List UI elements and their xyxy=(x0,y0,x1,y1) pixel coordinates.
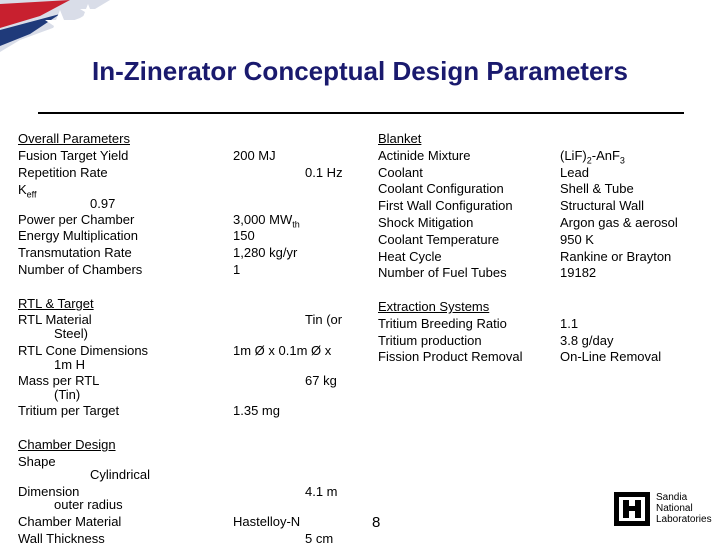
coolant-temp-value: 950 K xyxy=(560,232,594,247)
transmutation-rate-label: Transmutation Rate xyxy=(18,245,132,260)
fuel-tubes-value: 19182 xyxy=(560,265,597,280)
heat-cycle-value: Rankine or Brayton xyxy=(560,249,672,264)
page-number: 8 xyxy=(372,514,381,531)
rtl-cone-value: 1m Ø x 0.1m Ø x xyxy=(233,343,332,358)
fusion-target-yield-value: 200 MJ xyxy=(233,148,276,163)
actinide-mixture-value xyxy=(560,148,625,164)
sandia-logo-text xyxy=(656,492,712,525)
fusion-target-yield-label: Fusion Target Yield xyxy=(18,148,129,163)
first-wall-label: First Wall Configuration xyxy=(378,198,513,213)
repetition-rate-value: 0.1 Hz xyxy=(305,165,343,180)
chamber-shape-label: Shape xyxy=(18,454,56,469)
power-per-chamber-label: Power per Chamber xyxy=(18,212,135,227)
page-title: In-Zinerator Conceptual Design Parameters xyxy=(91,56,629,86)
actinide-sub2: 3 xyxy=(619,155,625,166)
mass-per-rtl-value: 67 kg xyxy=(305,373,337,388)
first-wall-value: Structural Wall xyxy=(560,198,645,213)
thunderbird-icon xyxy=(614,492,650,526)
tritium-per-target-value: 1.35 mg xyxy=(233,403,280,418)
logo-line-3: Laboratories xyxy=(656,514,712,525)
chamber-dimension-label: Dimension xyxy=(18,484,80,499)
wall-thickness-value: 5 cm xyxy=(305,531,334,546)
power-value-main: 3,000 MW xyxy=(233,212,293,227)
number-of-chambers-value: 1 xyxy=(233,262,241,277)
overall-heading: Overall Parameters xyxy=(18,131,130,146)
shock-mitigation-value: Argon gas & aerosol xyxy=(560,215,678,230)
actinide-part2: -AnF xyxy=(591,148,620,163)
keff-label-sub: eff xyxy=(26,189,37,200)
tritium-production-label: Tritium production xyxy=(378,333,482,348)
extraction-heading: Extraction Systems xyxy=(378,299,490,314)
keff-label-main: K xyxy=(18,182,27,197)
chamber-heading: Chamber Design xyxy=(18,437,116,452)
shock-mitigation-label: Shock Mitigation xyxy=(378,215,474,230)
coolant-config-label: Coolant Configuration xyxy=(378,181,504,196)
rtl-material-label: RTL Material xyxy=(18,312,92,327)
rtl-heading: RTL & Target xyxy=(18,296,94,311)
fuel-tubes-label: Number of Fuel Tubes xyxy=(378,265,507,280)
rtl-cone-label-cont: 1m H xyxy=(54,357,86,372)
chamber-dimension-value: 4.1 m xyxy=(305,484,338,499)
coolant-value: Lead xyxy=(560,165,589,180)
logo-line-1: Sandia xyxy=(656,492,688,503)
chamber-material-value: Hastelloy-N xyxy=(233,514,301,529)
heat-cycle-label: Heat Cycle xyxy=(378,249,442,264)
power-value-sub: th xyxy=(292,219,300,230)
mass-per-rtl-label-cont: (Tin) xyxy=(54,387,81,402)
tritium-production-value: 3.8 g/day xyxy=(560,333,614,348)
number-of-chambers-label: Number of Chambers xyxy=(18,262,143,277)
actinide-part1: (LiF) xyxy=(560,148,587,163)
tritium-per-target-label: Tritium per Target xyxy=(18,403,120,418)
actinide-mixture-label: Actinide Mixture xyxy=(378,148,471,163)
energy-multiplication-value: 150 xyxy=(233,228,255,243)
keff-value: 0.97 xyxy=(90,196,116,211)
chamber-material-label: Chamber Material xyxy=(18,514,122,529)
coolant-label: Coolant xyxy=(378,165,423,180)
keff-label xyxy=(18,182,37,198)
tbr-label: Tritium Breeding Ratio xyxy=(378,316,507,331)
tbr-value: 1.1 xyxy=(560,316,579,331)
actinide-sub1: 2 xyxy=(586,155,592,166)
chamber-shape-value: Cylindrical xyxy=(90,467,150,482)
mass-per-rtl-label: Mass per RTL xyxy=(18,373,100,388)
sandia-logo xyxy=(614,490,714,530)
wall-thickness-label: Wall Thickness xyxy=(18,531,105,546)
energy-multiplication-label: Energy Multiplication xyxy=(18,228,138,243)
logo-line-2: National xyxy=(656,503,693,514)
fission-removal-value: On-Line Removal xyxy=(560,349,662,364)
rtl-material-label-cont: Steel) xyxy=(54,326,88,341)
blanket-heading: Blanket xyxy=(378,131,422,146)
rtl-material-value: Tin (or xyxy=(305,312,343,327)
flag-decoration-icon xyxy=(0,0,110,60)
title-divider xyxy=(38,112,684,114)
coolant-config-value: Shell & Tube xyxy=(560,181,634,196)
fission-removal-label: Fission Product Removal xyxy=(378,349,523,364)
rtl-cone-label: RTL Cone Dimensions xyxy=(18,343,149,358)
chamber-dimension-label-cont: outer radius xyxy=(54,497,123,512)
repetition-rate-label: Repetition Rate xyxy=(18,165,108,180)
coolant-temp-label: Coolant Temperature xyxy=(378,232,500,247)
power-per-chamber-value xyxy=(233,212,300,228)
transmutation-rate-value: 1,280 kg/yr xyxy=(233,245,298,260)
